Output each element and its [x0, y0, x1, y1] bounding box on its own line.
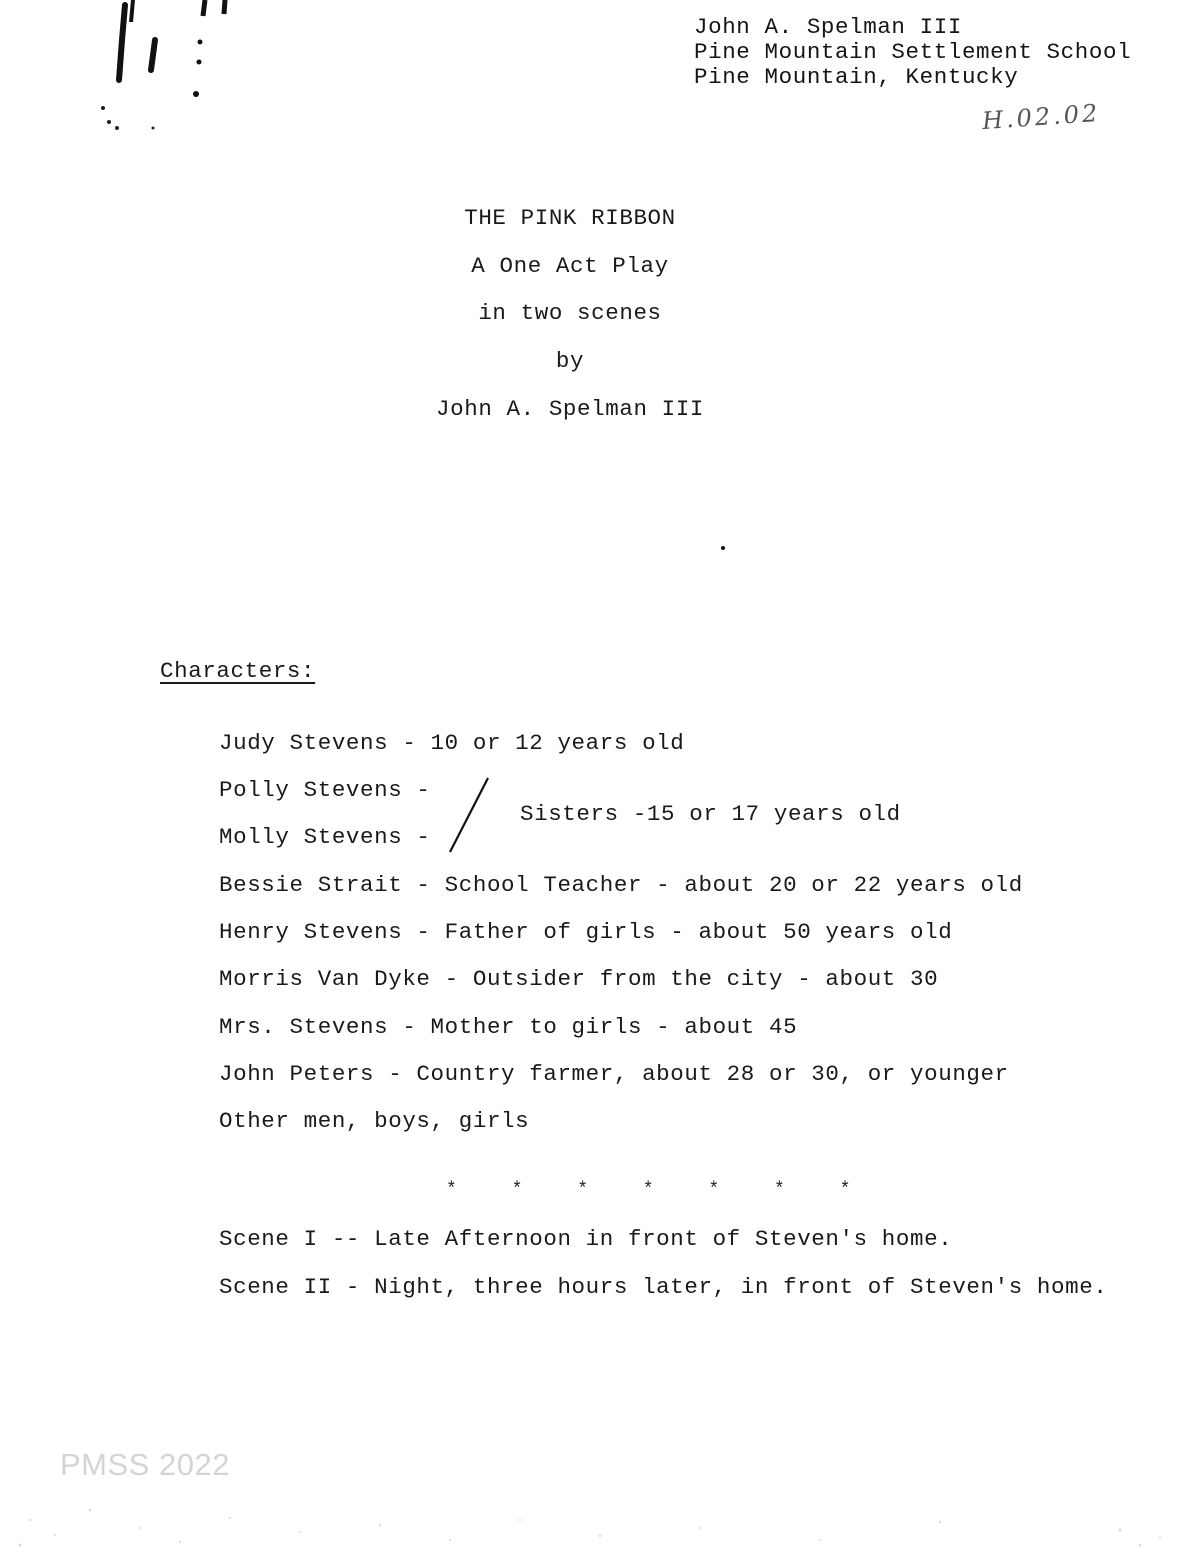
character-bessie: Bessie Strait - School Teacher - about 20 or 22 years old [219, 872, 1023, 898]
address-line-3: Pine Mountain, Kentucky [694, 64, 1019, 90]
character-henry: Henry Stevens - Father of girls - about 50 years old [219, 919, 953, 945]
sisters-note: Sisters -15 or 17 years old [520, 801, 901, 827]
character-polly: Polly Stevens - [219, 777, 431, 803]
handwritten-archive-code: H.02.02 [981, 98, 1102, 136]
by-line: by [555, 348, 585, 374]
play-title: THE PINK RIBBON [464, 205, 676, 231]
characters-heading: Characters: [160, 658, 316, 684]
character-molly: Molly Stevens - [219, 824, 431, 850]
sisters-bracket-slash [446, 774, 492, 856]
ink-blot-marks [95, 0, 245, 140]
character-mrs-stevens: Mrs. Stevens - Mother to girls - about 45 [219, 1014, 798, 1040]
scene-2: Scene II - Night, three hours later, in front of Steven's home. [219, 1274, 1108, 1300]
separator-asterisks: * * * * * * * [446, 1180, 873, 1200]
author-name: John A. Spelman III [436, 396, 704, 422]
character-judy: Judy Stevens - 10 or 12 years old [219, 730, 685, 756]
character-morris: Morris Van Dyke - Outsider from the city - about 30 [219, 966, 939, 992]
play-subtitle: A One Act Play [471, 253, 669, 279]
scenes-note: in two scenes [478, 300, 662, 326]
address-line-2: Pine Mountain Settlement School [694, 39, 1132, 65]
ink-speck [721, 546, 725, 550]
scene-1: Scene I -- Late Afternoon in front of Steven's home. [219, 1226, 953, 1252]
character-others: Other men, boys, girls [219, 1108, 530, 1134]
pmss-watermark: PMSS 2022 [60, 1447, 230, 1482]
address-line-1: John A. Spelman III [694, 14, 962, 40]
character-john-peters: John Peters - Country farmer, about 28 or 30, or younger [219, 1061, 1009, 1087]
